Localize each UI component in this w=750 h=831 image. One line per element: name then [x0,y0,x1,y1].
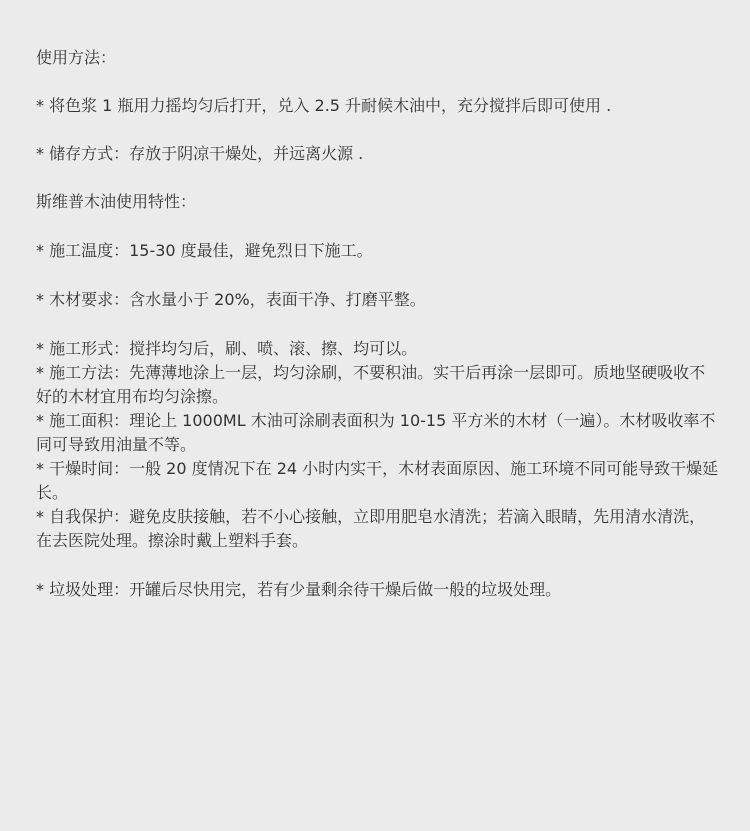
feature-application-form: * 施工形式：搅拌均匀后，刷、喷、滚、擦、均可以。 [36,339,418,358]
feature-coverage-area: * 施工面积：理论上 1000ML 木油可涂刷表面积为 10-15 平方米的木材（一遍）。木材吸收率不同可导致用油量不等。 [36,411,716,454]
feature-waste-disposal: * 垃圾处理：开罐后尽快用完，若有少量剩余待干燥后做一般的垃圾处理。 [36,580,562,599]
features-heading: 斯维普木油使用特性： [36,192,197,211]
usage-step-1: * 将色浆 1 瓶用力摇均匀后打开，兑入 2.5 升耐候木油中，充分搅拌后即可使用 . [36,96,612,115]
storage-instructions: * 储存方式：存放于阴凉干燥处，并远离火源 . [36,144,364,163]
feature-temperature: * 施工温度：15-30 度最佳，避免烈日下施工。 [36,241,373,260]
feature-self-protection: * 自我保护：避免皮肤接触，若不小心接触，立即用肥皂水清洗；若滴入眼睛，先用清水清洗，在去医院处理。擦涂时戴上塑料手套。 [36,507,706,550]
feature-wood-requirements: * 木材要求：含水量小于 20%，表面干净、打磨平整。 [36,290,426,309]
feature-application-method: * 施工方法：先薄薄地涂上一层，均匀涂刷，不要积油。实干后再涂一层即可。质地坚硬吸收不好的木材宜用布均匀涂擦。 [36,363,706,406]
feature-drying-time: * 干燥时间：一般 20 度情况下在 24 小时内实干，木材表面原因、施工环境不同可能导致干燥延长。 [36,459,719,502]
usage-heading: 使用方法： [36,48,117,67]
